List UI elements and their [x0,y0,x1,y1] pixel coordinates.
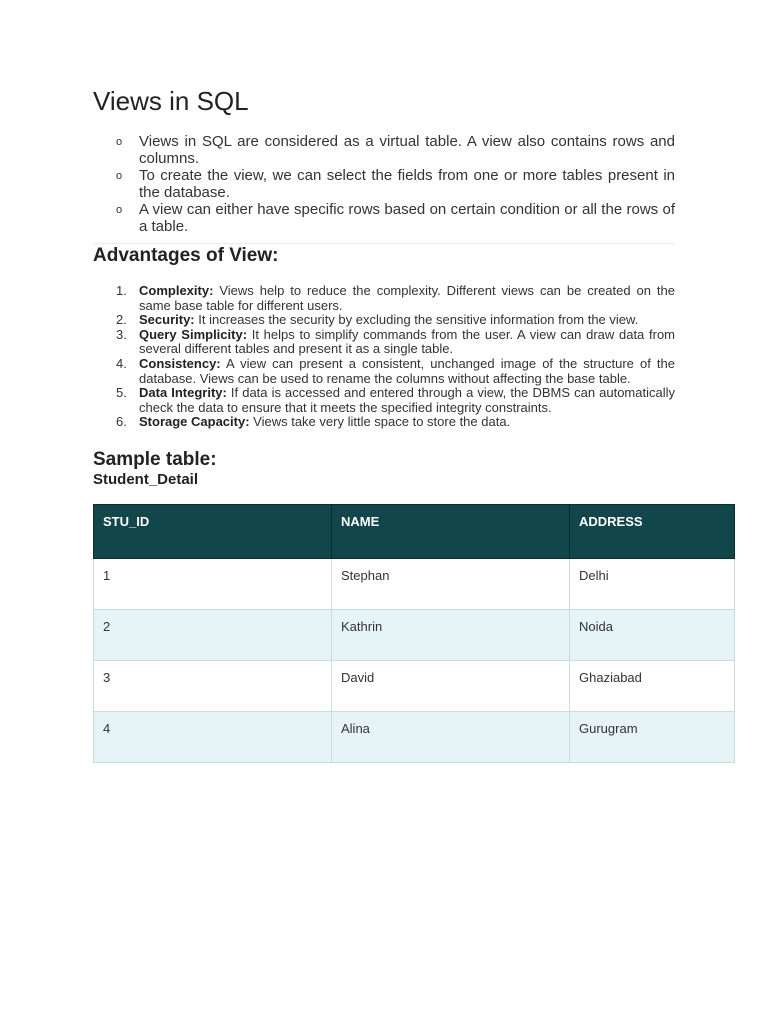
advantage-item [93,284,675,313]
cell-name: Alina [332,712,570,763]
intro-bullet-list [93,133,675,235]
list-number: 2. [116,312,127,328]
cell-name: Kathrin [332,610,570,661]
advantage-text: Views take very little space to store the data. [249,414,511,430]
cell-stu-id: 3 [94,661,332,712]
cell-address: Noida [570,610,735,661]
sample-table-heading: Sample table: [93,449,217,470]
advantage-text: A view can present a consistent, unchanged image of the structure of the database. Views can be used to rename the columns without affecting the base table. [139,355,675,386]
cell-address: Delhi [570,559,735,610]
intro-bullet-text: To create the view, we can select the fields from one or more tables present in the database. [139,167,675,201]
intro-bullet-text: A view can either have specific rows based on certain condition or all the rows of a table. [139,201,675,235]
advantage-term: Query Simplicity: [139,326,248,342]
column-header-address: ADDRESS [570,505,735,559]
advantage-item [93,357,675,386]
circle-bullet-icon: o [116,136,123,148]
student-detail-table-container [93,504,734,763]
advantage-term: Complexity: [139,283,214,298]
advantage-item [93,415,675,430]
table-row [94,610,735,661]
table-header-row [94,505,735,559]
intro-bullet-text: Views in SQL are considered as a virtual table. A view also contains rows and columns. [139,133,675,167]
cell-stu-id: 2 [94,610,332,661]
advantages-heading: Advantages of View: [93,245,279,266]
circle-bullet-icon: o [116,170,123,182]
intro-bullet-item [93,201,675,235]
advantage-text: It helps to simplify commands from the user. A view can draw data from several different tables and present it as a single table. [139,326,676,357]
section-divider [93,243,675,244]
advantage-item [93,313,675,328]
table-name-label: Student_Detail [93,471,199,488]
column-header-name: NAME [332,505,570,559]
circle-bullet-icon: o [116,204,123,216]
advantage-term: Storage Capacity: [139,414,250,430]
cell-stu-id: 1 [94,559,332,610]
cell-address: Gurugram [570,712,735,763]
advantage-text: It increases the security by excluding the sensitive information from the view. [194,312,639,328]
advantage-item [93,386,675,415]
intro-bullet-item [93,133,675,167]
advantage-text: If data is accessed and entered through a view, the DBMS can automatically check the data to ensure that it meets the specified integrity constraints. [139,385,675,415]
student-detail-table [93,504,735,763]
table-row [94,712,735,763]
list-number: 1. [116,283,127,298]
cell-name: Stephan [332,559,570,610]
cell-name: David [332,661,570,712]
advantage-text: Views help to reduce the complexity. Different views can be created on the same base table for different users. [139,283,675,313]
list-number: 4. [116,355,127,371]
table-row [94,661,735,712]
advantage-term: Security: [139,312,195,328]
column-header-stu-id: STU_ID [94,505,332,559]
list-number: 3. [116,326,127,342]
list-number: 5. [116,385,127,401]
cell-stu-id: 4 [94,712,332,763]
advantage-term: Data Integrity: [139,385,227,401]
cell-address: Ghaziabad [570,661,735,712]
page-title: Views in SQL [93,86,249,116]
advantage-item [93,328,675,357]
list-number: 6. [116,414,127,430]
advantage-term: Consistency: [139,355,221,371]
advantages-list [93,284,675,430]
intro-bullet-item [93,167,675,201]
table-row [94,559,735,610]
